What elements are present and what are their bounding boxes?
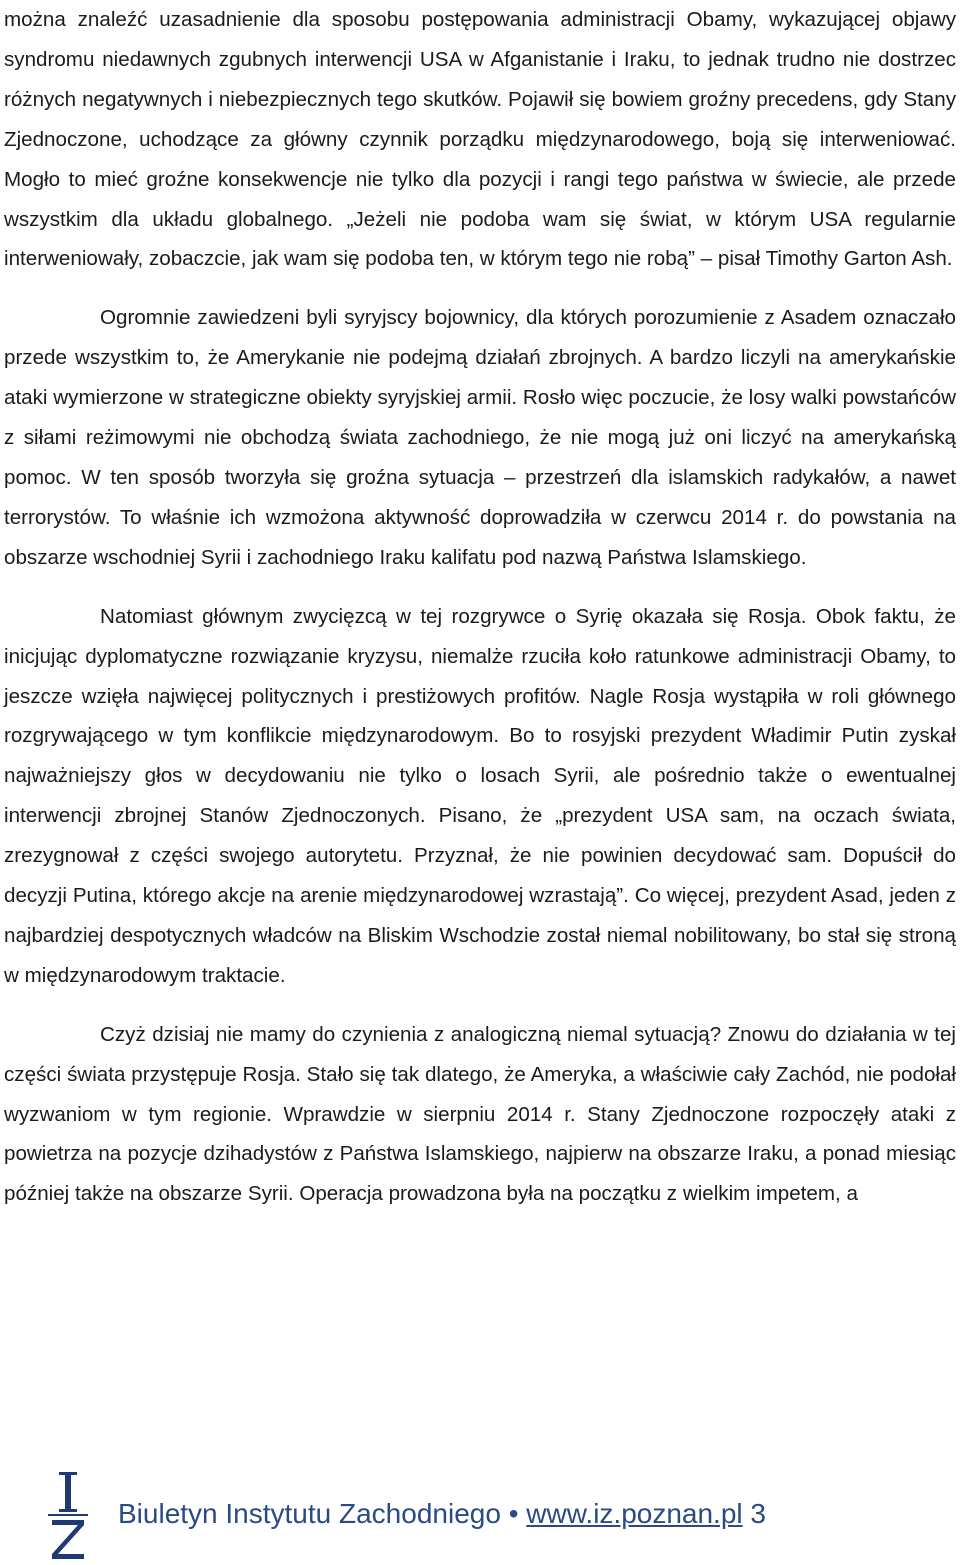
publication-title: Biuletyn Instytutu Zachodniego (118, 1498, 501, 1529)
page-number: 3 (750, 1498, 766, 1529)
paragraph: Ogromnie zawiedzeni byli syryjscy bojownicy, dla których porozumienie z Asadem oznaczało przede wszystkim to, że Amerykanie nie podejmą działań zbrojnych. A bardzo liczyli na amerykańskie ataki wymierzone w strategiczne obiekty syryjskiej armii. Rosło więc poczucie, że losy walki powstańców z siłami reżimowymi nie obchodzą świata zachodniego, że nie mogą już oni liczyć na amerykańską pomoc. W ten sposób tworzyła się groźna sytuacja – przestrzeń dla islamskich radykałów, a nawet terrorystów. To właśnie ich wzmożona aktywność doprowadziła w czerwcu 2014 r. do powstania na obszarze wschodniej Syrii i zachodniego Iraku kalifatu pod nazwą Państwa Islamskiego. (4, 306, 956, 569)
article-body (4, 0, 956, 1214)
institute-logo (46, 1470, 90, 1560)
paragraph: można znaleźć uzasadnienie dla sposobu postępowania administracji Obamy, wykazującej objawy syndromu niedawnych zgubnych interwencji USA w Afganistanie i Iraku, to jednak trudno nie dostrzec różnych negatywnych i niebezpiecznych tego skutków. Pojawił się bowiem groźny precedens, gdy Stany Zjednoczone, uchodzące za główny czynnik porządku międzynarodowego, boją się interweniować. Mogło to mieć groźne konsekwencje nie tylko dla pozycji i rangi tego państwa w świecie, ale przede wszystkim dla układu globalnego. „Jeżeli nie podoba wam się świat, w którym USA regularnie interweniowały, zobaczcie, jak wam się podoba ten, w którym tego nie robą” – pisał Timothy Garton Ash. (4, 8, 956, 271)
website-link[interactable]: www.iz.poznan.pl (526, 1498, 743, 1529)
page-footer (46, 1470, 946, 1560)
footer-bullet: • (508, 1498, 519, 1529)
paragraph: Czyż dzisiaj nie mamy do czynienia z analogiczną niemal sytuacją? Znowu do działania w tej części świata przystępuje Rosja. Stało się tak dlatego, że Ameryka, a właściwie cały Zachód, nie podołał wyzwaniom w tym regionie. Wprawdzie w sierpniu 2014 r. Stany Zjednoczone rozpoczęły ataki z powietrza na pozycje dzihadystów z Państwa Islamskiego, najpierw na obszarze Iraku, a ponad miesiąc później także na obszarze Syrii. Operacja prowadzona była na początku z wielkim impetem, a (4, 1022, 956, 1206)
paragraph: Natomiast głównym zwycięzcą w tej rozgrywce o Syrię okazała się Rosja. Obok faktu, że inicjując dyplomatyczne rozwiązanie kryzysu, niemalże rzuciła koło ratunkowe administracji Obamy, to jeszcze wzięła najwięcej politycznych i prestiżowych profitów. Nagle Rosja wystąpiła w roli głównego rozgrywającego w tym konflikcie międzynarodowym. Bo to rosyjski prezydent Władimir Putin zyskał najważniejszy głos w decydowaniu nie tylko o losach Syrii, ale pośrednio także o ewentualnej interwencji zbrojnej Stanów Zjednoczonych. Pisano, że „prezydent USA sam, na oczach świata, zrezygnował z części swojego autorytetu. Przyznał, że nie powinien decydować sam. Dopuścił do decyzji Putina, którego akcje na arenie międzynarodowej wzrastają”. Co więcej, prezydent Asad, jeden z najbardziej despotycznych władców na Bliskim Wschodzie został niemal nobilitowany, bo stał się stroną w międzynarodowym traktacie. (4, 604, 956, 987)
footer-text (118, 1498, 766, 1530)
